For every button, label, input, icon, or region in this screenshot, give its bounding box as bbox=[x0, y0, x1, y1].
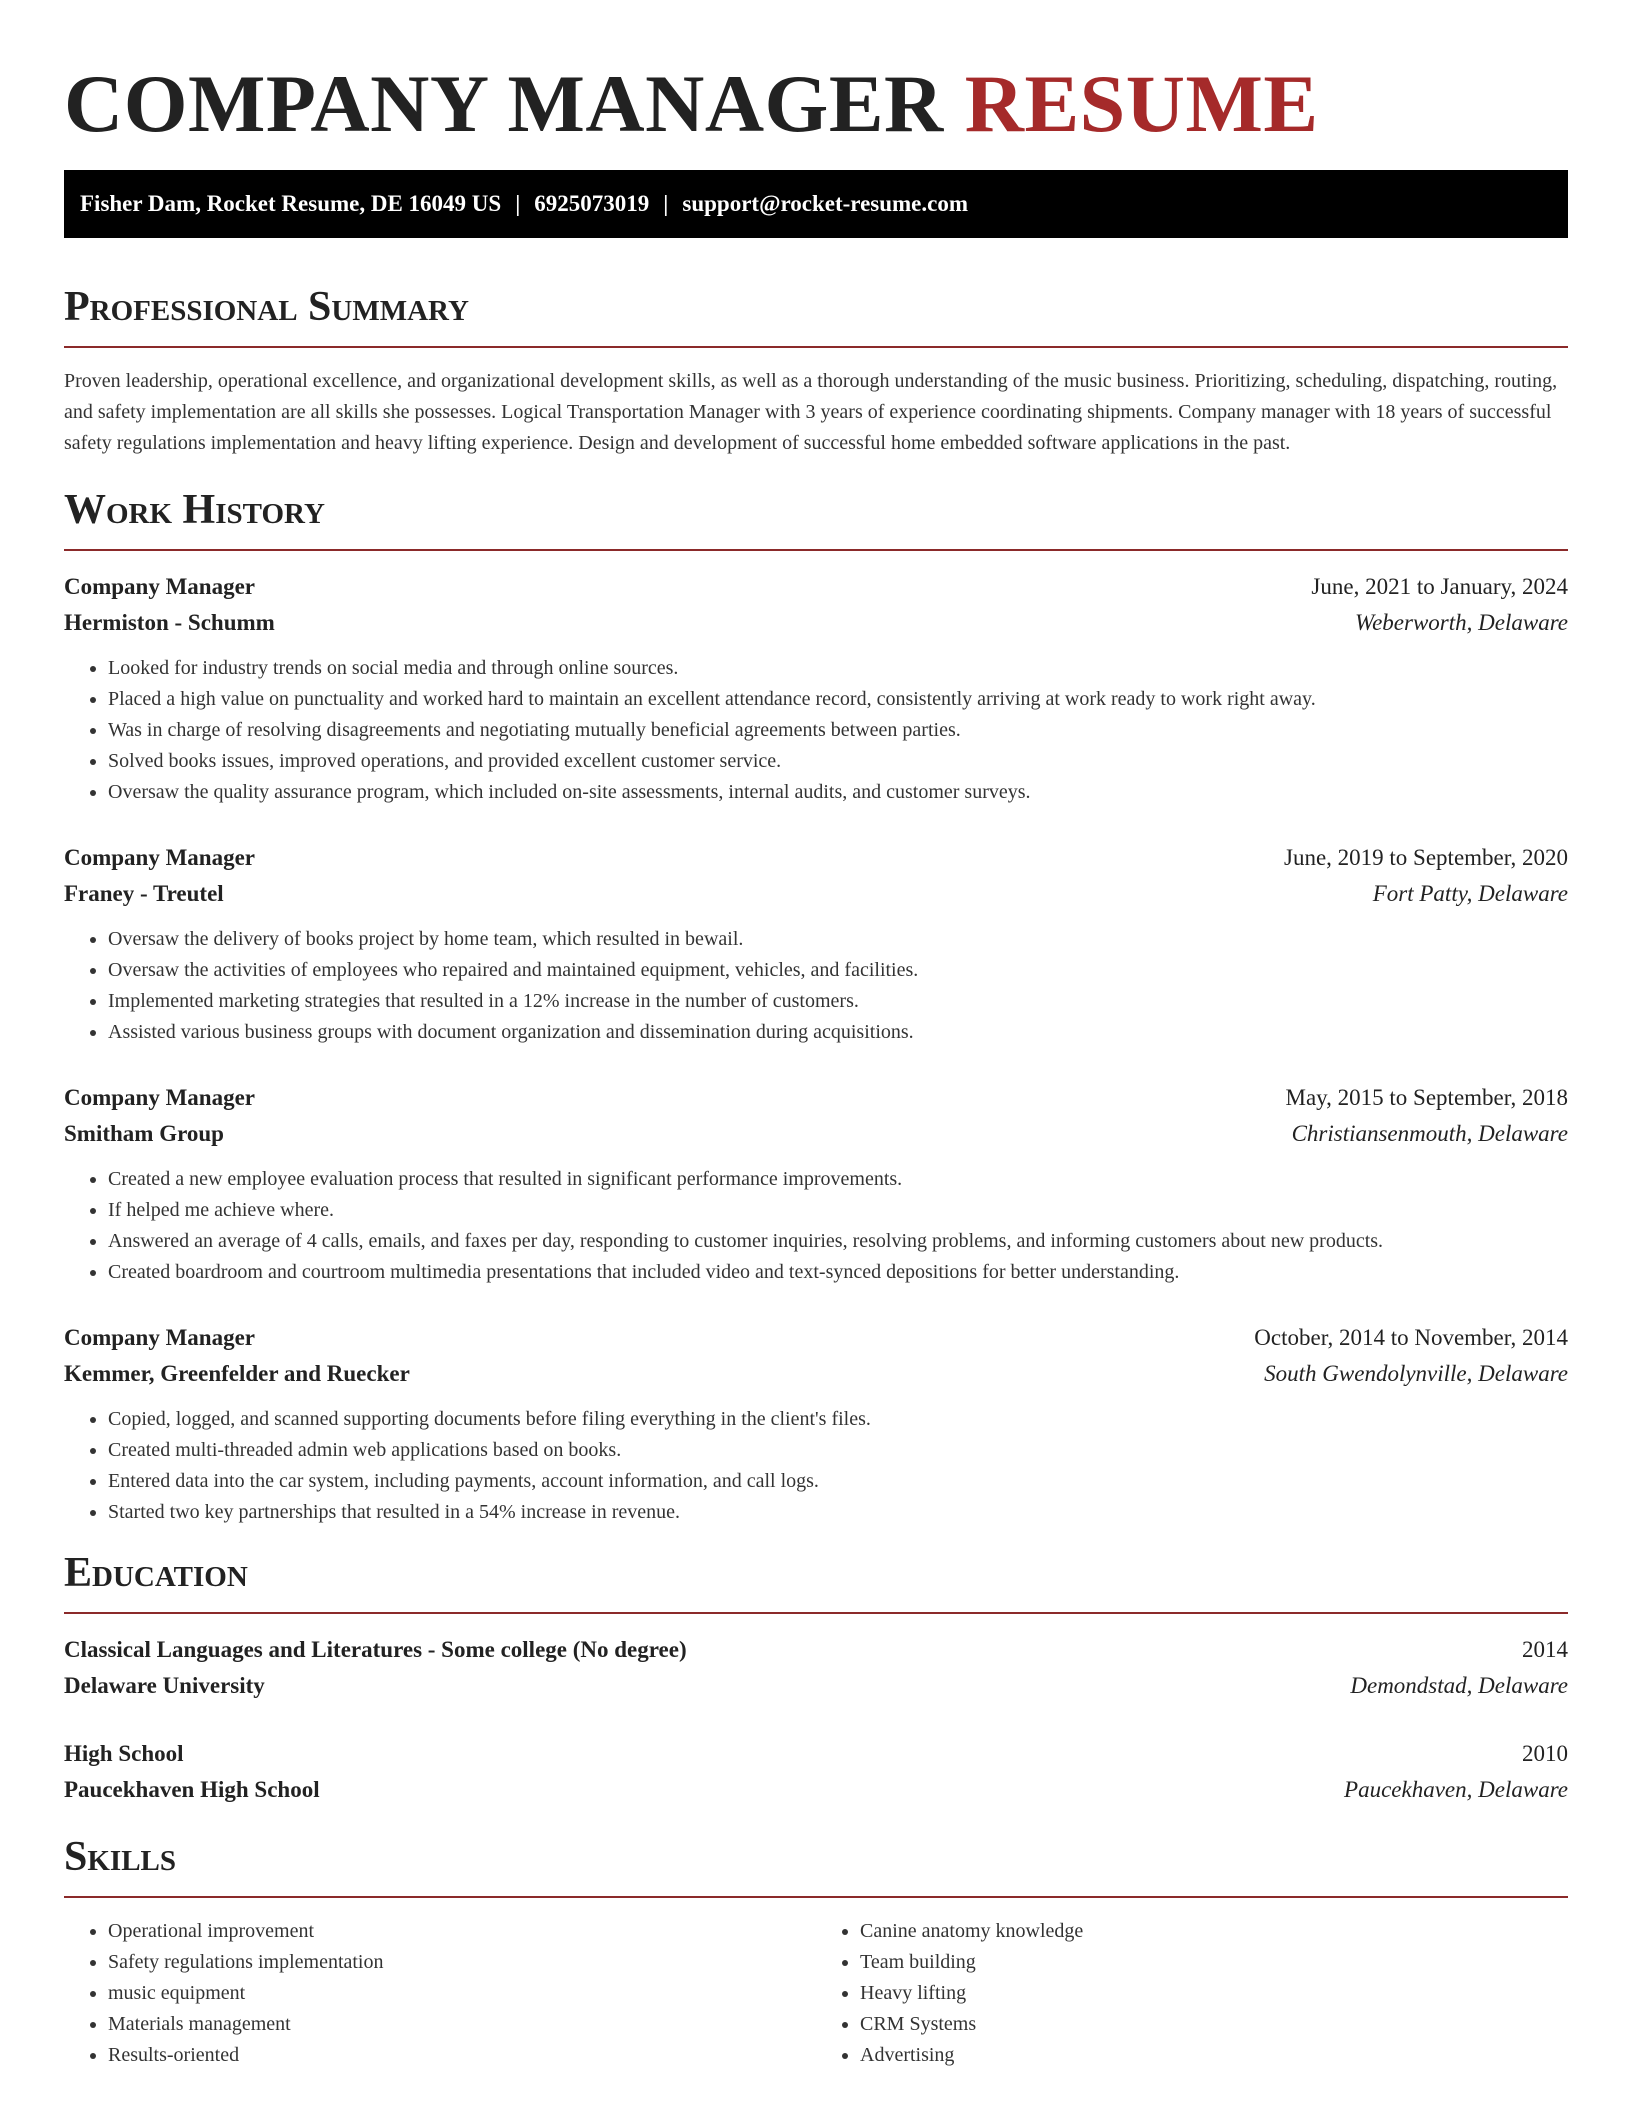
contact-bar bbox=[64, 170, 1568, 238]
job-company-row bbox=[64, 1116, 1568, 1152]
job-company-row bbox=[64, 605, 1568, 641]
job-company: Kemmer, Greenfelder and Ruecker bbox=[64, 1361, 410, 1386]
job-location: Christiansenmouth, Delaware bbox=[1291, 1121, 1568, 1146]
job-dates: June, 2019 to September, 2020 bbox=[1284, 845, 1568, 870]
list-item: • Created a new employee evaluation process that resulted in significant performance improvements. bbox=[108, 1164, 1568, 1195]
skills-list-right bbox=[816, 1916, 1568, 2071]
job-dates: June, 2021 to January, 2024 bbox=[1311, 574, 1568, 599]
job-header-row bbox=[64, 840, 1568, 876]
section-divider bbox=[64, 346, 1568, 348]
job-bullets bbox=[64, 1404, 1568, 1528]
job-entry bbox=[64, 1080, 1568, 1288]
job-company: Smitham Group bbox=[64, 1121, 224, 1146]
section-heading-work-history: Work History bbox=[64, 487, 325, 533]
summary-section bbox=[64, 282, 1568, 459]
education-school: Delaware University bbox=[64, 1673, 265, 1698]
list-item: • Copied, logged, and scanned supporting documents before filing everything in the client's files. bbox=[108, 1404, 1568, 1435]
contact-address: Fisher Dam, Rocket Resume, DE 16049 US bbox=[80, 191, 502, 216]
education-section bbox=[64, 1548, 1568, 1808]
job-location: Fort Patty, Delaware bbox=[1372, 881, 1568, 906]
section-divider bbox=[64, 549, 1568, 551]
list-item: • Answered an average of 4 calls, emails, and faxes per day, responding to customer inquiries, resolving problems, and informing customers about new products. bbox=[108, 1226, 1568, 1257]
job-dates: October, 2014 to November, 2014 bbox=[1254, 1325, 1568, 1350]
job-location: Weberworth, Delaware bbox=[1355, 610, 1568, 635]
skill-item: • Advertising bbox=[860, 2040, 1568, 2071]
job-title: Company Manager bbox=[64, 845, 256, 870]
job-location: South Gwendolynville, Delaware bbox=[1264, 1361, 1568, 1386]
job-company-row bbox=[64, 876, 1568, 912]
list-item: • Created multi-threaded admin web applications based on books. bbox=[108, 1435, 1568, 1466]
list-item: • Looked for industry trends on social media and through online sources. bbox=[108, 653, 1568, 684]
education-location: Paucekhaven, Delaware bbox=[1344, 1777, 1568, 1802]
job-company: Franey - Treutel bbox=[64, 881, 224, 906]
job-title: Company Manager bbox=[64, 574, 256, 599]
skill-item: • Results-oriented bbox=[108, 2040, 816, 2071]
section-divider bbox=[64, 1896, 1568, 1898]
list-item: • Implemented marketing strategies that resulted in a 12% increase in the number of customers. bbox=[108, 986, 1568, 1017]
contact-phone: 6925073019 bbox=[534, 191, 650, 216]
education-year: 2010 bbox=[1522, 1741, 1568, 1766]
list-item: • Oversaw the quality assurance program, which included on-site assessments, internal audits, and customer surveys. bbox=[108, 777, 1568, 808]
education-school-row bbox=[64, 1668, 1568, 1704]
skill-item: • Safety regulations implementation bbox=[108, 1947, 816, 1978]
skill-item: • music equipment bbox=[108, 1978, 816, 2009]
job-bullets bbox=[64, 1164, 1568, 1288]
title-main: COMPANY MANAGER bbox=[64, 58, 944, 149]
section-heading-education: Education bbox=[64, 1550, 248, 1596]
list-item: • Solved books issues, improved operations, and provided excellent customer service. bbox=[108, 746, 1568, 777]
education-school: Paucekhaven High School bbox=[64, 1777, 320, 1802]
list-item: • Assisted various business groups with document organization and dissemination during acquisitions. bbox=[108, 1017, 1568, 1048]
skill-item: • CRM Systems bbox=[860, 2009, 1568, 2040]
summary-text: Proven leadership, operational excellence, and organizational development skills, as well as a thorough understanding of the music business. Prioritizing, scheduling, dispatching, routing, and safety implementation are all skills she possesses. Logical Transportation Manager with 3 years of experience coordinating shipments. Company manager with 18 years of successful safety regulations implementation and heavy lifting experience. Design and development of successful home embedded software applications in the past. bbox=[64, 370, 1558, 454]
section-divider bbox=[64, 1612, 1568, 1614]
skill-item: • Materials management bbox=[108, 2009, 816, 2040]
job-entry bbox=[64, 840, 1568, 1048]
title-accent: RESUME bbox=[964, 58, 1319, 149]
education-location: Demondstad, Delaware bbox=[1350, 1673, 1568, 1698]
education-entry bbox=[64, 1736, 1568, 1808]
job-entry bbox=[64, 1320, 1568, 1528]
job-bullets bbox=[64, 653, 1568, 808]
contact-separator: | bbox=[515, 191, 521, 216]
job-title: Company Manager bbox=[64, 1085, 256, 1110]
section-heading-skills: Skills bbox=[64, 1834, 177, 1880]
education-degree: Classical Languages and Literatures - Some college (No degree) bbox=[64, 1637, 687, 1662]
contact-separator: | bbox=[663, 191, 669, 216]
resume-title bbox=[64, 0, 1568, 151]
skill-item: • Heavy lifting bbox=[860, 1978, 1568, 2009]
job-header-row bbox=[64, 1320, 1568, 1356]
skills-list-left bbox=[64, 1916, 816, 2071]
list-item: • Oversaw the delivery of books project by home team, which resulted in bewail. bbox=[108, 924, 1568, 955]
job-title: Company Manager bbox=[64, 1325, 256, 1350]
skill-item: • Operational improvement bbox=[108, 1916, 816, 1947]
job-bullets bbox=[64, 924, 1568, 1048]
skill-item: • Team building bbox=[860, 1947, 1568, 1978]
skill-item: • Canine anatomy knowledge bbox=[860, 1916, 1568, 1947]
list-item: • Was in charge of resolving disagreements and negotiating mutually beneficial agreements between parties. bbox=[108, 715, 1568, 746]
education-degree: High School bbox=[64, 1741, 184, 1766]
job-header-row bbox=[64, 1080, 1568, 1116]
job-company-row bbox=[64, 1356, 1568, 1392]
education-entry bbox=[64, 1632, 1568, 1704]
education-year: 2014 bbox=[1522, 1637, 1568, 1662]
list-item: • If helped me achieve where. bbox=[108, 1195, 1568, 1226]
job-company: Hermiston - Schumm bbox=[64, 610, 275, 635]
list-item: • Entered data into the car system, including payments, account information, and call logs. bbox=[108, 1466, 1568, 1497]
skills-section bbox=[64, 1832, 1568, 2071]
list-item: • Started two key partnerships that resulted in a 54% increase in revenue. bbox=[108, 1497, 1568, 1528]
contact-email[interactable]: support@rocket-resume.com bbox=[682, 191, 969, 216]
job-dates: May, 2015 to September, 2018 bbox=[1285, 1085, 1568, 1110]
education-degree-row bbox=[64, 1736, 1568, 1772]
list-item: • Placed a high value on punctuality and worked hard to maintain an excellent attendance record, consistently arriving at work ready to work right away. bbox=[108, 684, 1568, 715]
section-heading-summary: Professional Summary bbox=[64, 284, 469, 330]
work-history-section bbox=[64, 485, 1568, 1528]
education-school-row bbox=[64, 1772, 1568, 1808]
job-header-row bbox=[64, 569, 1568, 605]
list-item: • Oversaw the activities of employees who repaired and maintained equipment, vehicles, and facilities. bbox=[108, 955, 1568, 986]
education-degree-row bbox=[64, 1632, 1568, 1668]
job-entry bbox=[64, 569, 1568, 808]
list-item: • Created boardroom and courtroom multimedia presentations that included video and text-synced depositions for better understanding. bbox=[108, 1257, 1568, 1288]
skills-columns bbox=[64, 1916, 1568, 2071]
